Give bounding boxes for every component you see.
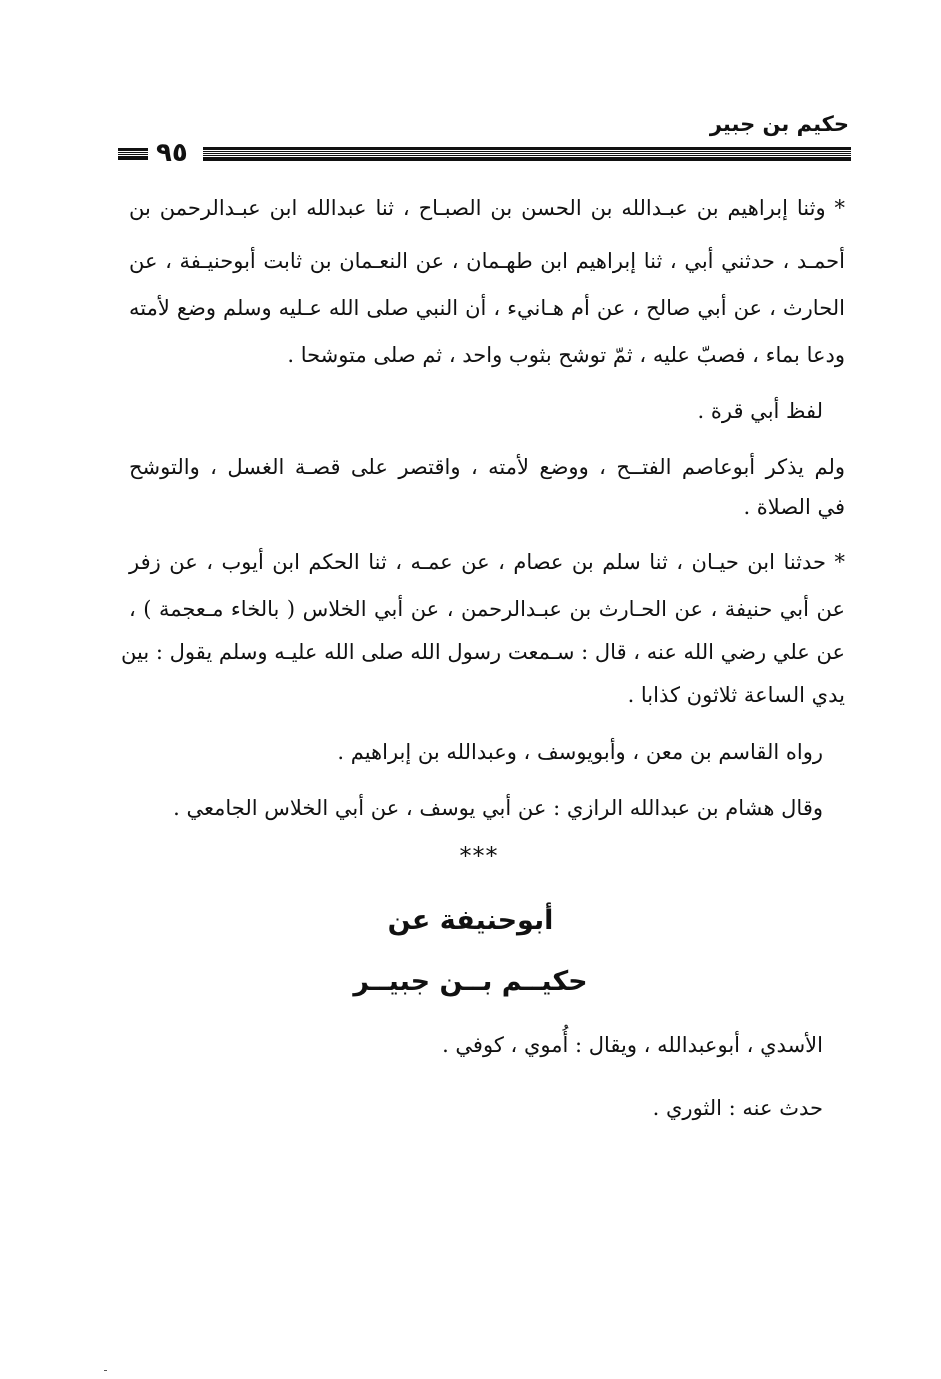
text-line: * حدثنا ابن حيـان ، ثنا سلم بن عصام ، عن عمـه ، ثنا الحكم ابن أيوب ، عن زفر — [129, 550, 845, 574]
text-line: رواه القاسم بن معن ، وأبويوسف ، وعبدالله بن إبراهيم . — [337, 740, 823, 764]
section-heading: أبوحنيفة عن — [387, 905, 554, 936]
section-separator: *** — [459, 842, 499, 870]
text-line: * وثنا إبراهيم بن عبـدالله بن الحسن بن الصبـاح ، ثنا عبدالله ابن عبـدالرحمن بن — [129, 196, 845, 220]
text-line: يدي الساعة ثلاثون كذابا . — [627, 683, 845, 707]
text-line: في الصلاة . — [743, 495, 845, 519]
text-line: عن علي رضي الله عنه ، قال : سـمعت رسول الله صلى الله عليـه وسلم يقول : بين — [121, 640, 845, 664]
section-subheading: حكيــم بــن جبيــر — [353, 966, 588, 997]
text-line: وقال هشام بن عبدالله الرازي : عن أبي يوسف ، عن أبي الخلاس الجامعي . — [173, 796, 823, 820]
text-line: لفظ أبي قرة . — [697, 399, 823, 423]
text-line: الأسدي ، أبوعبدالله ، ويقال : أُموي ، كوفي . — [442, 1033, 823, 1057]
text-line: حدث عنه : الثوري . — [652, 1096, 823, 1120]
header-rule-end — [118, 148, 148, 160]
text-line: عن أبي حنيفة ، عن الحـارث بن عبـدالرحمن ، عن أبي الخلاس ( بالخاء مـعجمة ) ، — [129, 597, 845, 621]
page-number: ٩٥ — [156, 138, 188, 168]
header-rule — [203, 147, 851, 161]
text-line: ولم يذكر أبوعاصم الفتــح ، ووضع لأمته ، واقتصر على قصـة الغسل ، والتوشح — [129, 455, 845, 479]
text-line: ودعا بماء ، فصبّ عليه ، ثمّ توشح بثوب واحد ، ثم صلى متوشحا . — [287, 343, 845, 367]
running-title: حكيم بن جبير — [709, 112, 849, 136]
text-line: أحمـد ، حدثني أبي ، ثنا إبراهيم ابن طهـمان ، عن النعـمان بن ثابت أبوحنيـفة ، عن — [129, 249, 845, 273]
scan-mark — [104, 1370, 107, 1371]
text-line: الحارث ، عن أبي صالح ، عن أم هـانيء ، أن النبي صلى الله عـليه وسلم وضع لأمته — [129, 296, 845, 320]
